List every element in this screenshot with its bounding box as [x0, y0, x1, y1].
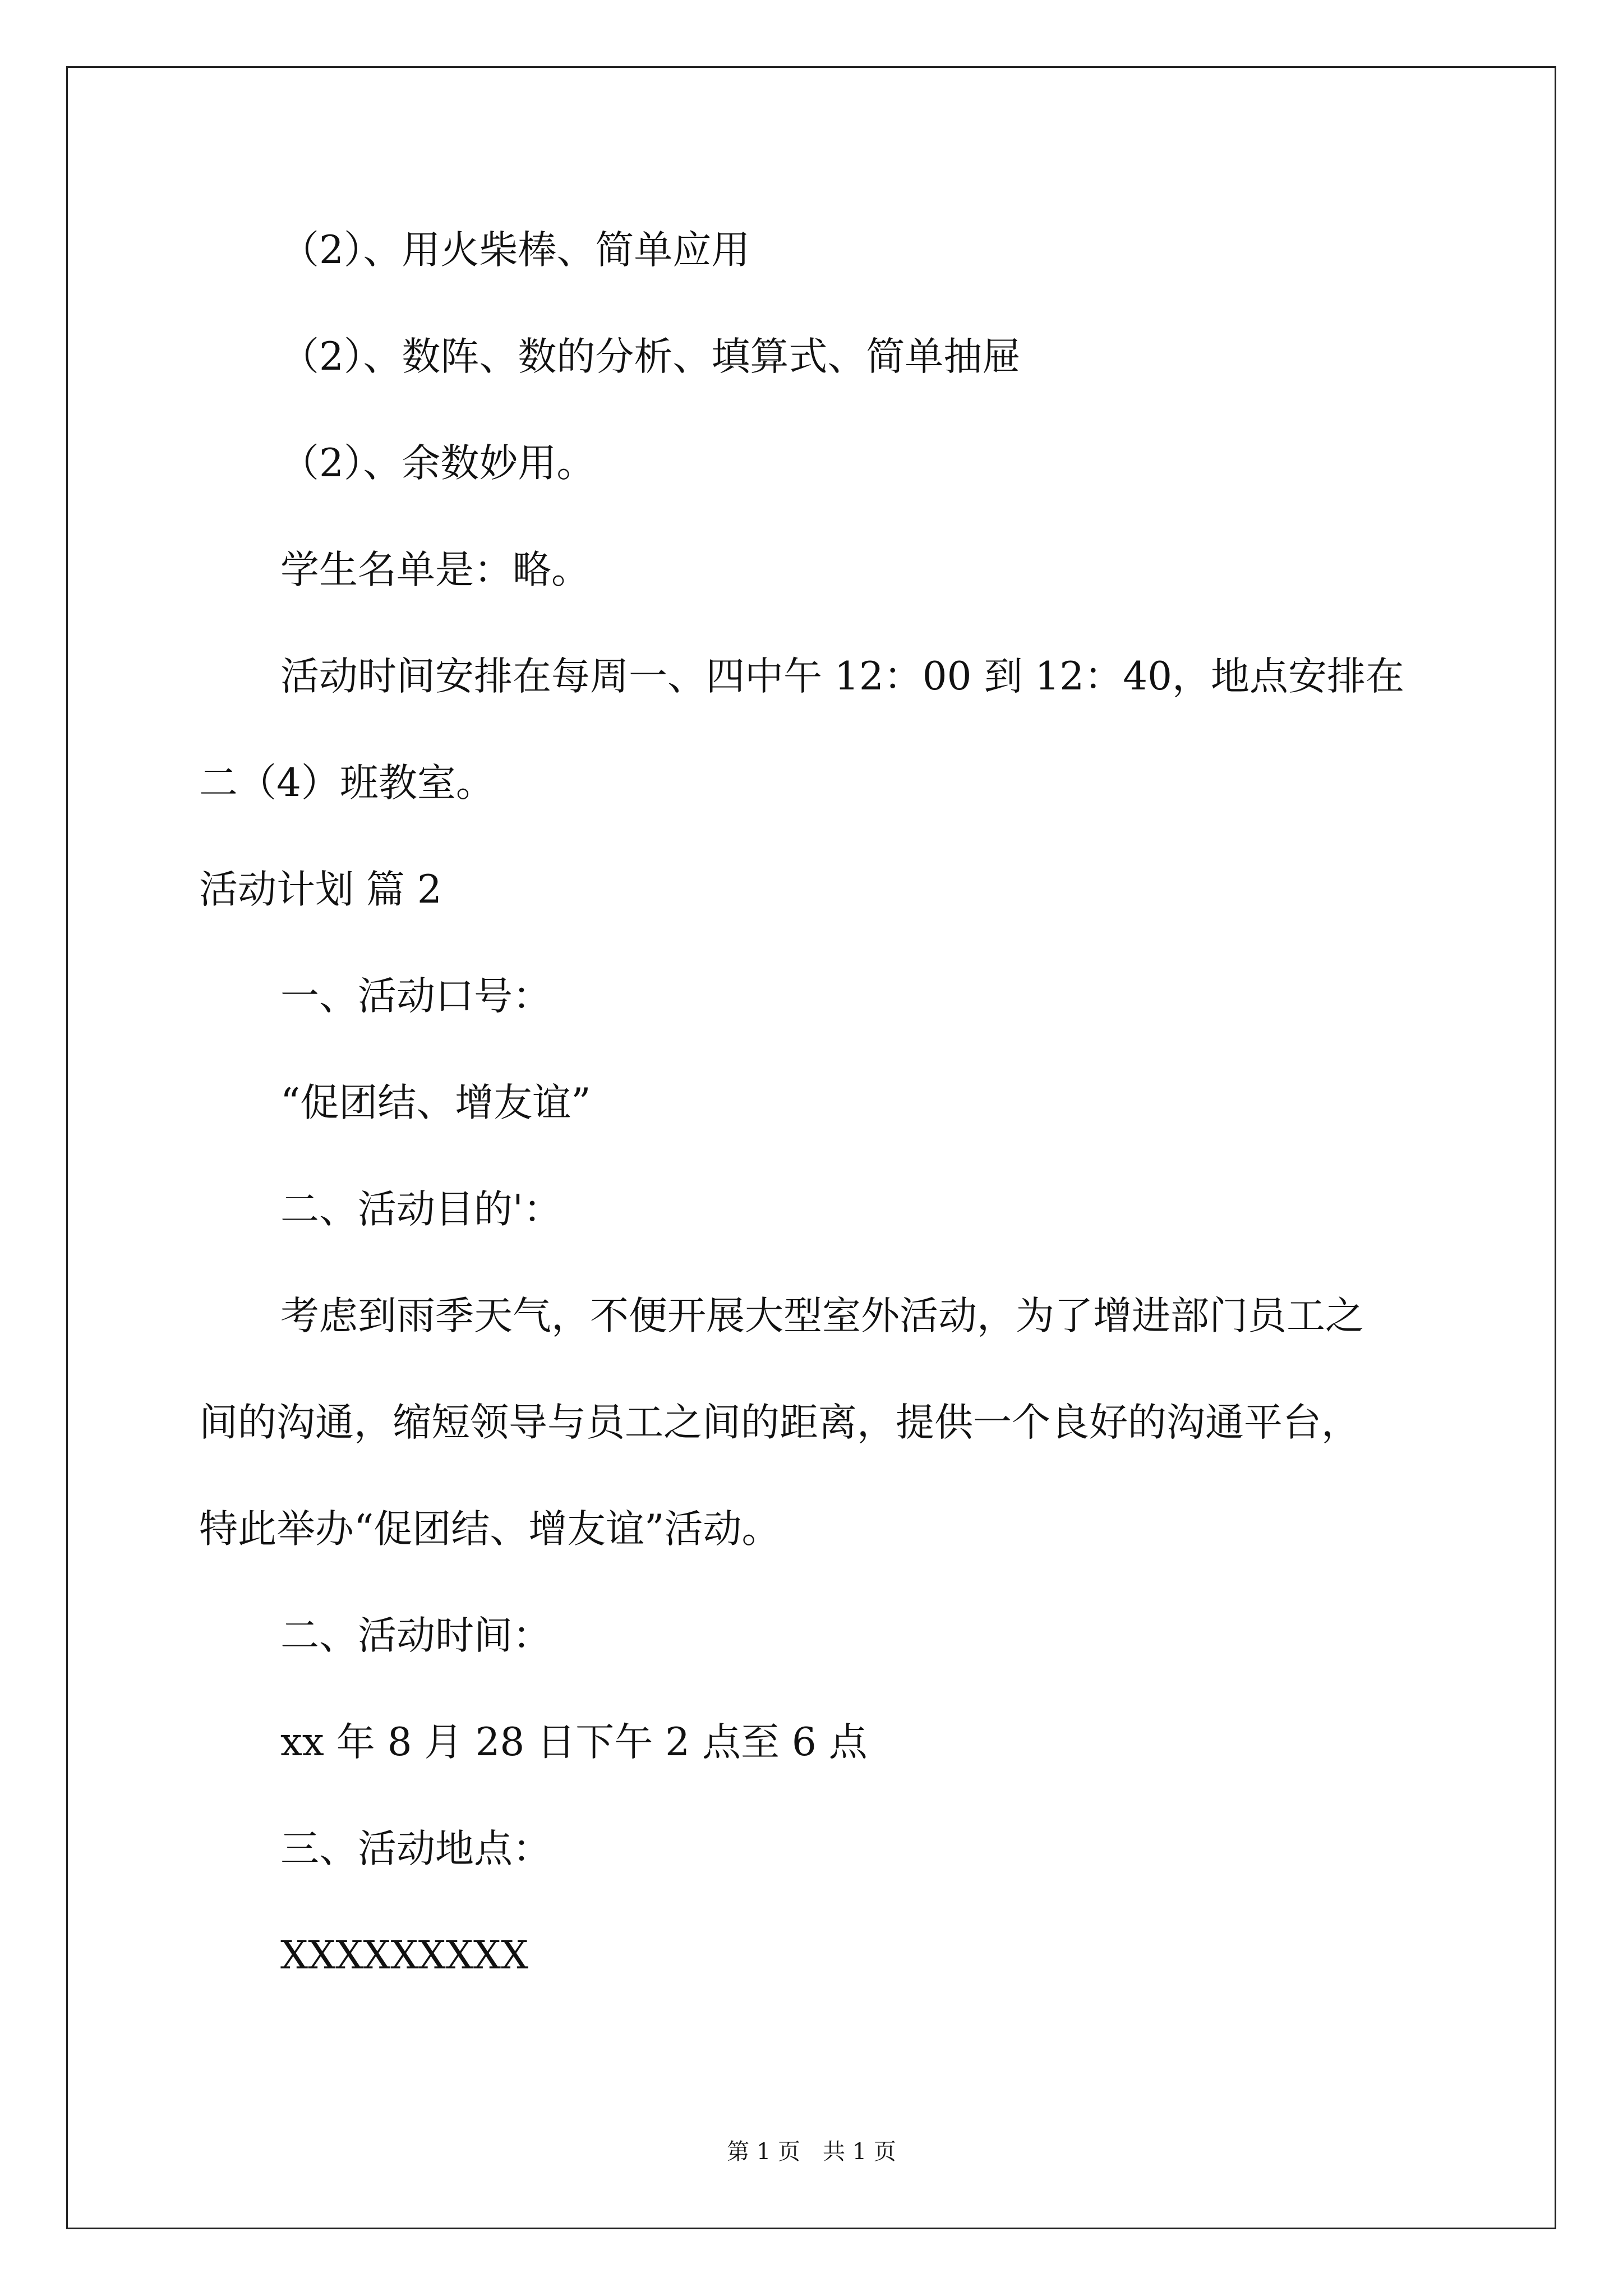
paragraph-line: 三、活动地点： — [280, 1826, 551, 1871]
paragraph-line: 学生名单是：略。 — [280, 547, 590, 592]
paragraph-line: 一、活动口号： — [280, 974, 551, 1019]
page-footer: 第 1 页 共 1 页 — [727, 2139, 896, 2165]
paragraph-line: 二（4）班教室。 — [199, 761, 495, 806]
section-heading: 活动计划 篇 2 — [199, 867, 442, 912]
paragraph-line: 考虑到雨季天气，不便开展大型室外活动，为了增进部门员工之 — [280, 1294, 1364, 1338]
paragraph-line: （2）、余数妙用。 — [280, 441, 596, 486]
paragraph-line: 间的沟通，缩短领导与员工之间的距离，提供一个良好的沟通平台， — [199, 1400, 1360, 1445]
paragraph-line: 二、活动时间： — [280, 1613, 551, 1658]
paragraph-line: “促团结、增友谊” — [280, 1080, 591, 1125]
paragraph-line: 活动时间安排在每周一、四中午 12：00 到 12：40，地点安排在 — [280, 654, 1404, 699]
page-border — [66, 66, 1556, 2229]
paragraph-line: 二、活动目的'： — [280, 1187, 562, 1232]
paragraph-line: （2）、数阵、数的分析、填算式、简单抽屉 — [280, 334, 1021, 379]
paragraph-line: XXXXXXXXX — [280, 1933, 529, 1978]
paragraph-line: 特此举办“促团结、增友谊”活动。 — [199, 1507, 781, 1552]
paragraph-line: xx 年 8 月 28 日下午 2 点至 6 点 — [280, 1720, 868, 1765]
paragraph-line: （2）、用火柴棒、简单应用 — [280, 228, 750, 273]
